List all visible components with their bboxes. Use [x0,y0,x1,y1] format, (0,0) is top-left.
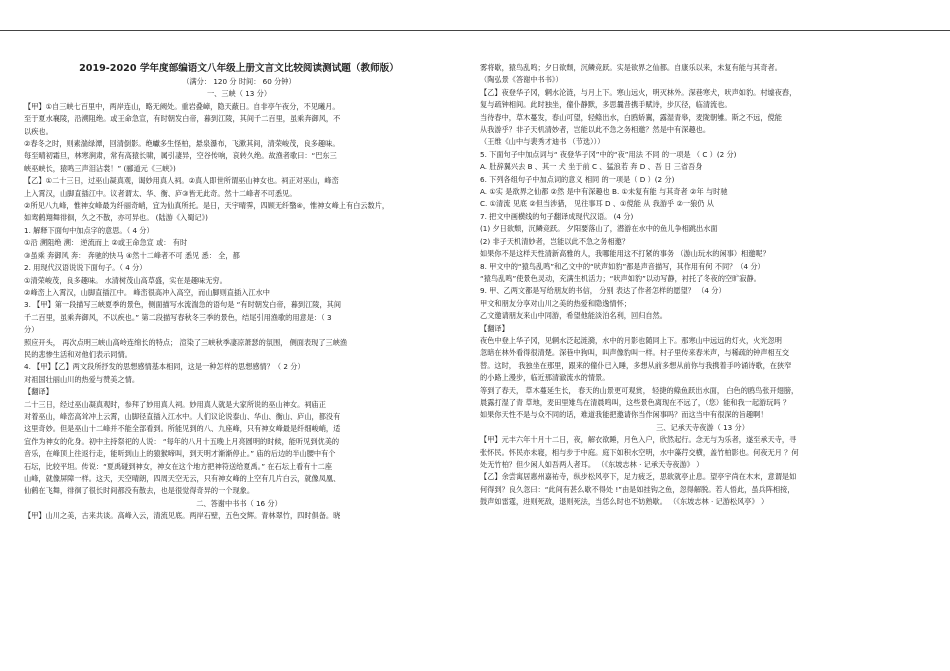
left-line: 分） [24,325,39,335]
left-line: 这里奇妙。但是巫山十二峰并不能全部看到。所能见到的八、九座峰，只有神女峰最是纤细峻峭，适 [24,424,341,434]
left-line: 如鸾鹤翔舞徘徊，久之不散，亦可异也。 (陆游《入蜀记》) [24,213,208,223]
right-line: （王维《山中与裴秀才迪书 （节选））） [480,137,605,147]
left-line: 【翻译】 [24,387,53,397]
right-line: 乙文邀请朋友来山中同游，希望他能淡泊名利，回归自然。 [480,311,667,321]
left-line: 2. 用现代汉语说说下面句子。（ 4 分） [24,263,147,273]
right-line: A. ①实 是欲界之仙都 ②然 是中有深趣也 B. ①未复有能 与其奇者 ②年 与时驰 [480,187,728,197]
right-line: 7. 把文中画横线的句子翻译成现代汉语。 (4 分) [480,211,634,221]
left-line: 石坛，比较平坦。传说：“夏禹碰到神女，神女在这个地方把神符送给夏禹。” 在石坛上看有十二座 [24,461,333,471]
right-line: 【乙】夜登华子冈，辋水沦涟，与月上下。寒山远火，明灭林外。深巷寒犬，吠声如豹。村墟夜舂， [480,87,797,97]
left-line: ②所见八九峰，惟神女峰最为纤丽奇峭，宜为仙真所托。是日，天宇晴霁，四顾无纤翳④，惟神女峰上有白云数片， [24,201,390,211]
left-line: 仙鹤在飞舞，徘徊了很长时间都没有散去，也是很觉得奇异的一个现象。 [24,486,255,496]
left-line: 上入霄汉，山脚直插江中。议者谓太、华、衡、庐③皆无此奇。然十二峰者不可悉见。 [24,188,297,198]
left-line: 4. 【甲】【乙】两文段所抒发的思想感情基本相同，这是一种怎样的思想感情？（ 2 分） [24,362,305,372]
left-line: 【甲】①自三峡七百里中，两岸连山，略无阙处。重岩叠嶂，隐天蔽日。自非亭午夜分，不见曦月。 [24,101,340,111]
right-line: (1) 夕日欲颓，沉鳞竞跃。 夕阳要落山了，潜游在水中的鱼儿争相跳出水面 [480,224,718,234]
right-line: 雾将歇，猿鸟乱鸣；夕日欲颓，沉鳞竞跃。实是欲界之仙都。自康乐以来，未复有能与其奇者。 [480,63,782,72]
right-line: 等到了春天， 草木蔓延生长， 春天的山景更可观赏， 轻捷的鲦鱼跃出水面， 白色的鸥鸟张开翅膀， [480,385,799,395]
left-line: 照应开头， 再次点明三峡山高岭连绵长的特点； 渲染了三峡秋季凄凉萧瑟的氛围， 侧面表现了三峡渔 [24,337,348,347]
left-line: 一、三峡（ 13 分） [206,89,272,99]
left-line: ②春冬之时，则素湍绿潭，回清倒影。绝巘多生怪柏，悬泉瀑布，飞漱其间，清荣峻茂，良多趣味。 [24,139,340,149]
left-line: ①沿 溯阻绝 溯： 逆流而上 ②或王命急宣 或： 有时 [24,238,188,248]
left-line: 对着巫山，峰峦高耸冲上云霄，山脚径直插入江水中。人们议论说泰山、华山、衡山、庐山，都没有 [24,411,341,421]
left-line: ②峰峦上入霄汉，山脚直插江中。 峰峦很高冲入高空，而山脚则直插入江水中 [24,287,270,297]
left-line: 音乐，在峰顶上往返行走，能听到山上的猿猴啼叫，到天明才渐渐停止。” 庙的后边的半山腰中有个 [24,449,336,459]
left-line: （满分： 120 分 时间： 60 分钟） [182,77,296,86]
right-line: 复与疏钟相间。此时独坐，僮仆静默，多思曩昔携手赋诗，步仄径，临清流也。 [480,100,732,110]
right-line: 当待春中，草木蔓发，春山可望，轻鲦出水，白鸥矫翼，露湿青皋，麦陇朝雊。斯之不远，傥能 [480,112,782,122]
right-column [480,62,925,509]
left-line: ③虽乘 奔御风 奔： 奔驰的快马 ④然十二峰者不可 悉见 悉： 全，都 [24,250,240,260]
right-line: 9. 甲、乙两文都是写给朋友的书信， 分别 表达了作者怎样的愿望？ （4 分） [480,286,726,296]
right-line: 的小路上漫步，临近那清澈流水的情景。 [480,373,610,383]
right-line: 6. 下列各组句子中加点词的意义 相同 的一项是（ D ）(2 分) [480,174,675,184]
left-line: 以疾也。 [24,126,53,136]
right-line: 【乙】余尝寓居惠州嘉祐寺，纵步松风亭下，足力疲乏，思欲就亭止息。望亭宇尚在木末，意谓是如 [480,472,797,482]
right-line: 【甲】元丰六年十月十二日，夜，解衣欲睡，月色入户，欣然起行。念无与为乐者，遂至承天寺，寻 [480,435,797,445]
right-line: 晨露打湿了青 草地，麦田里雉鸟在清晨鸣叫，这些景色离现在不远了，（您）能和我一起游玩吗 ？ [480,397,791,407]
left-line: 二、答谢中书书（ 16 分） [196,498,282,508]
left-line: 民的悲惨生活和对他们表示同情。 [24,349,132,359]
right-line: 鼓声如雷霆，进则死敌，退则死法，当恁么时也不妨熟歇。 （《东坡志林 · 记游松风亭》 ） [480,497,769,507]
left-line: 每至晴初霜旦，林寒涧肃，常有高猿长啸，属引凄异，空谷传响，哀转久绝。故渔者歌曰：“巴东三 [24,151,337,161]
right-line: C. ①清流 见底 ②但当涉猎， 见往事耳 D 、①傥能 从 我游乎 ②一狼仍 从 [480,199,714,209]
left-line: 对祖国壮丽山川的热爱与赞美之情。 [24,374,140,384]
right-line: （陶弘景《答谢中书书》） [480,75,563,85]
right-line: 甲文和朋友分享对山川之美的热爱和隐逸情怀； [480,298,631,308]
right-line: 处无竹柏？但少闲人如吾两人者耳。 （《东坡志林 · 记承天寺夜游》 ） [480,460,704,469]
right-line: 何得到？良久忽曰：“此间有甚么歇不得处 !”由是如挂钩之鱼，忽得解脱。若人悟此，虽兵阵相接， [480,484,795,494]
right-line: 忽暗在林外看得很清楚。深巷中狗叫，叫声像豹叫一样。村子里传来春米声，与稀疏的钟声相互交 [480,348,790,358]
left-line: 二十三日，经过巫山凝真观时，参拜了妙用真人祠。妙用真人就是大家所说的巫山神女。祠庙正 [24,399,326,409]
left-column [24,62,454,523]
right-line: 如果你不是这样天性清新高雅的人，我哪能用这不打紧的事务 （游山玩水的闲事）相邀呢？ [480,249,770,259]
left-line: 【乙】①二十三日，过巫山凝真观，谒妙用真人祠。②真人即世所谓巫山神女也。祠正对巫山，峰峦 [24,176,339,186]
right-line: A. 肚辞翼兴去 B 、其一 犬 坐于前 C 、猛浪若 奔 D 、吾 日 三省吾身 [480,162,703,172]
left-line: 宜作为神女的化身。初中主持祭祀的人说： “每年的八月十五晚上月亮圆明的时候，能听见到优美的 [24,436,340,446]
right-line: 【翻译】 [480,323,509,333]
top-rule [0,30,950,31]
left-line: 1. 解释下面句中加点字的意思。（ 4 分） [24,225,154,235]
right-line: 8. 甲文中的“猿鸟乱鸣”和乙文中的“吠声如豹”都是声音描写，其作用有何 不同？（4 分） [480,261,765,271]
right-line: 三、记承天寺夜游（ 13 分） [656,422,749,432]
right-line: 张怀民。怀民亦未寝，相与步于中庭。庭下如积水空明，水中藻荇交横，盖竹柏影也。何夜无月 ？何 [480,447,799,457]
right-line: 替。这时， 我独坐在那里，跟来的僮仆已入睡，多想从前多想从前你与我携着手吟诵诗歌，在狭窄 [480,360,792,370]
right-line: 如果你天性不是与众不同的话，难道我能把邀请你当作闲事吗？而这当中有很深的旨趣啊！ [480,410,768,420]
left-line: 峡巫峡长，猿鸣三声泪沾裳！” (郦道元《三峡》) [24,163,176,173]
left-line: 山峰，就像屏障一样。这天，天空晴朗，四周天空无云，只有神女峰的上空有几片白云，就像凤凰、 [24,474,341,483]
left-line: 【甲】山川之美，古来共谈。高峰入云，清流见底。两岸石壁，五色交辉。青林翠竹，四时俱备。晓 [24,511,341,521]
right-line: “猿鸟乱鸣”使景色灵动，充满生机活力；“吠声如豹”以动写静，衬托了冬夜的空旷寂静。 [480,273,761,283]
right-line: (2) 非子天机清妙者，岂能以此不急之务相邀？ [480,236,630,246]
left-line: 千二百里，虽乘奔御风，不以疾也。” 第二段描写春秋冬三季的景色，结尾引用渔歌的用意是：（ 3 [24,312,332,322]
right-line: 从我游乎？非子天机清妙者，岂能以此不急之务相邀？然是中有深趣也。 [480,125,711,135]
left-line: 至于夏水襄陵，沿溯阻绝。或王命急宣，有时朝发白帝，暮到江陵，其间千二百里，虽乘奔御风，不 [24,114,341,124]
right-line: 5. 下面句子中加点词与“ 夜登华子冈”中的“夜”用法 不同 的一项是 （ C ）(2 分) [480,149,737,159]
left-line: ①清荣峻茂，良多趣味。 水清树茂山高草盛，实在是趣味无穷。 [24,275,227,285]
left-line: 2019-2020 学年度部编语文八年级上册文言文比较阅读测试题（教师版） [79,63,399,74]
right-line: 夜色中登上华子冈，见辋水泛起涟漪，水中的月影也随同上下。那寒山中远远的灯火，火光忽明 [480,335,782,345]
left-line: 3. 【甲】第一段描写三峡夏季的景色，侧面描写水流湍急的语句是 “有时朝发白帝，暮到江陵，其间 [24,300,342,310]
